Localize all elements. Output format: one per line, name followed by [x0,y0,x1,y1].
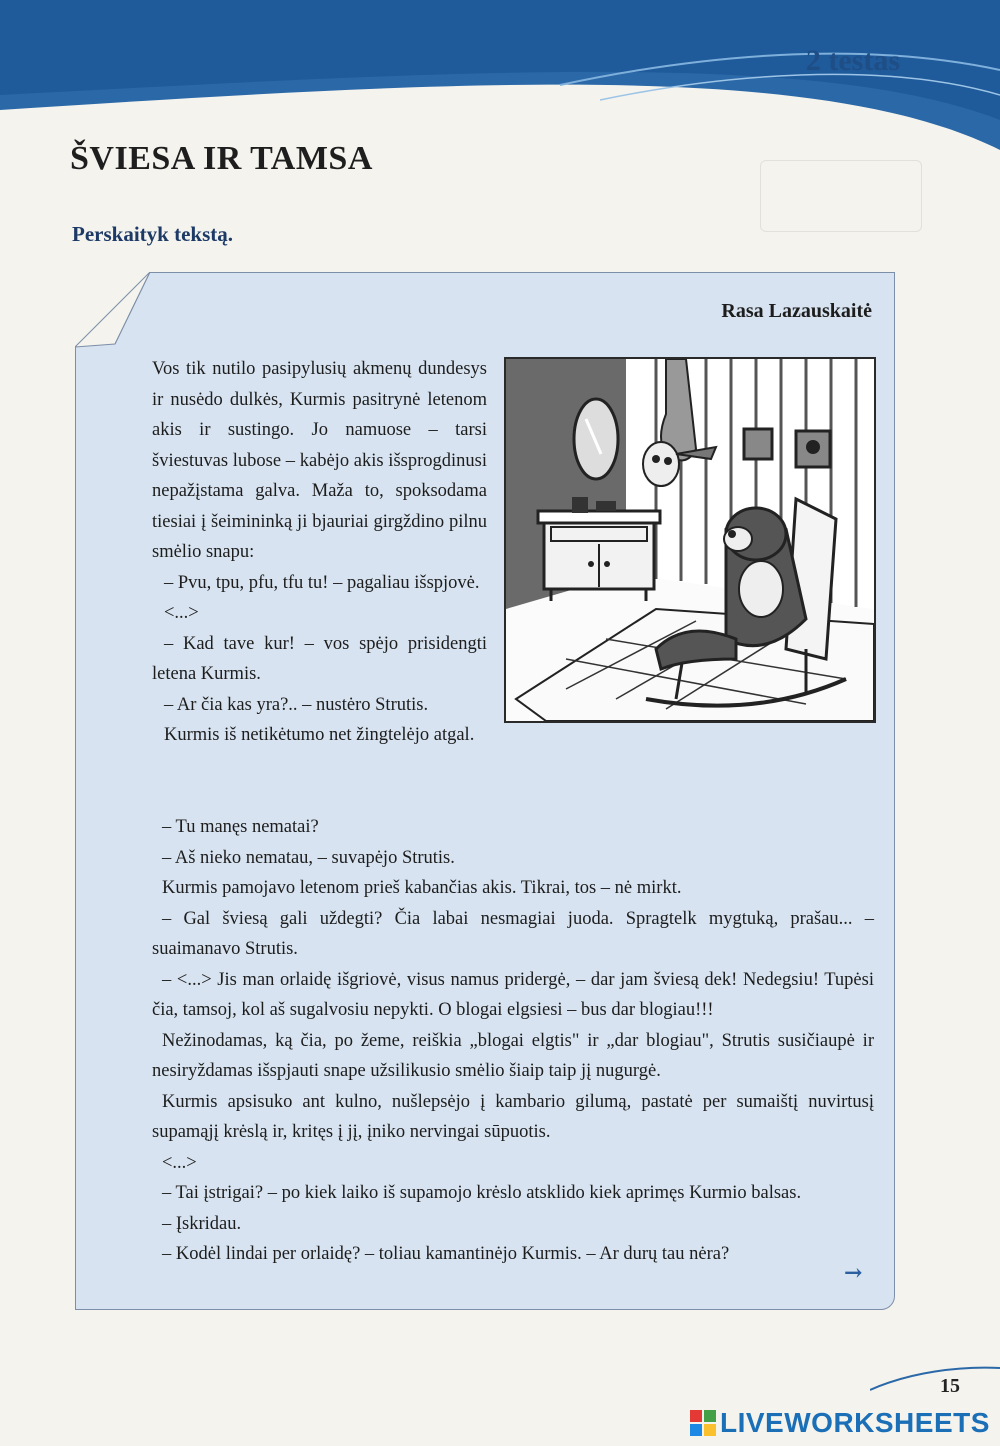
footer-swoosh [870,1360,1000,1400]
story-paragraph: Kurmis apsisuko ant kulno, nušlepsėjo į kambario gilumą, pastatė per sumaištį nuvirtusį supamąjį krėslą ir, kritęs į jį, įniko nervingai sūpuotis. [152,1091,874,1142]
story-author: Rasa Lazauskaitė [721,300,872,322]
story-paragraph: – Tai įstrigai? – po kiek laiko iš supamojo krėslo atsklido kiek aprimęs Kurmio balsas. [162,1183,802,1203]
story-text-column [152,354,487,751]
test-label: 2 testas [805,44,900,77]
instruction: Perskaityk tekstą. [72,222,233,246]
page-number: 15 [940,1375,960,1397]
story-paragraph: Kurmis pamojavo letenom prieš kabančias akis. Tikrai, tos – nė mirkt. [162,878,682,898]
story-paragraph: Kurmis iš netikėtumo net žingtelėjo atgal. [164,725,475,745]
story-paragraph: – <...> Jis man orlaidę išgriovė, visus namus pridergė, – dar jam šviesą dek! Nedegsiu! Tupėsi čia, tamsoj, kol aš sugalvosiu nepykti. O blogai elgsiesi – bus dar blogiau!!! [152,969,874,1020]
story-text-full [152,714,874,1270]
story-paragraph: – Ar čia kas yra?.. – nustėro Strutis. [164,694,429,715]
bleed-through-frame [760,160,922,232]
story-paragraph: – Kodėl lindai per orlaidę? – toliau kamantinėjo Kurmis. – Ar durų tau nėra? [162,1244,730,1264]
story-paragraph: Vos tik nutilo pasipylusių akmenų dundesys ir nusėdo dulkės, Kurmis pasitrynė letenom akis ir sustingo. Jo namuose – tarsi šviestuvas lubose – kabėjo akis išsprogdinusi nepažįstama galva. Maža to, spoksodama tiesiai į šeimininką ji bjauriai girgždino pilnu smėlio snapu: [152,359,487,562]
brand-text: LIVEWORKSHEETS [720,1407,990,1438]
page-title: ŠVIESA IR TAMSA [70,140,373,177]
story-paragraph: – Tu manęs nematai? [162,817,319,837]
folded-corner [75,272,155,352]
story-illustration [504,357,876,723]
story-paragraph: – Gal šviesą gali uždegti? Čia labai nesmagiai juoda. Spragtelk mygtuką, prašau... – suaimanavo Strutis. [152,908,874,959]
story-ellipsis: <...> [162,1152,197,1173]
story-paragraph: – Įskridau. [162,1213,242,1234]
liveworksheets-logo-icon [690,1410,716,1436]
liveworksheets-brand[interactable] [690,1403,990,1443]
story-paragraph: – Aš nieko nematau, – suvapėjo Strutis. [162,847,455,868]
story-paragraph: – Kad tave kur! – vos spėjo prisidengti letena Kurmis. [152,633,487,684]
story-paragraph: Nežinodamas, ką čia, po žeme, reiškia „blogai elgtis" ir „dar blogiau", Strutis susičiaupė ir nesiryždamas išspjauti snape užsilikusio smėlio šiaip taip jį nugurgė. [152,1030,874,1081]
story-ellipsis: <...> [164,603,199,623]
continue-arrow-icon: → [844,1260,863,1286]
story-paragraph: – Pvu, tpu, pfu, tfu tu! – pagaliau išspjovė. [164,572,480,593]
